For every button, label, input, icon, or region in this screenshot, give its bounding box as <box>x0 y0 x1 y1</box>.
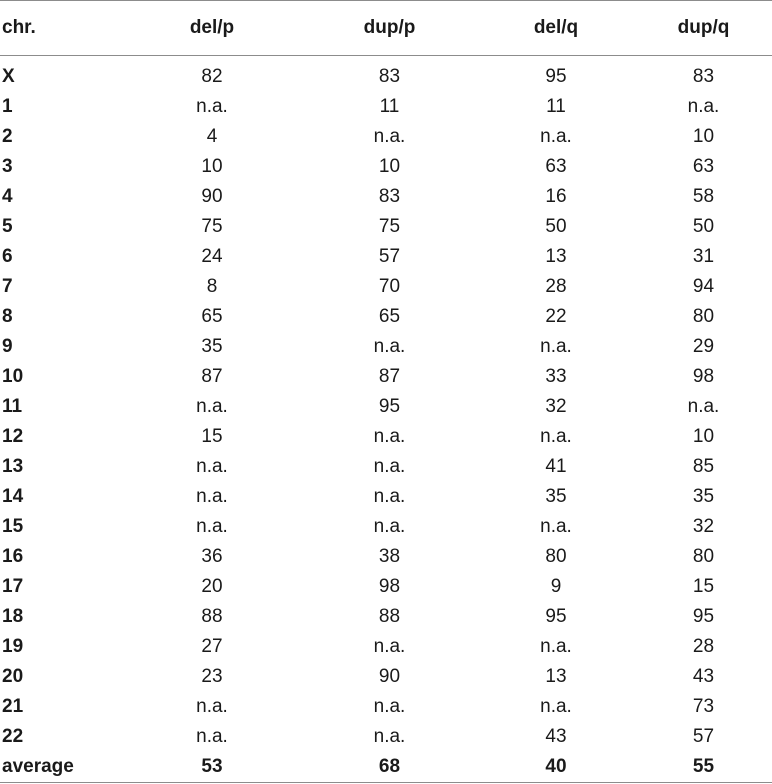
row-chr: 14 <box>2 486 24 507</box>
row-del-q: 13 <box>545 246 567 267</box>
header-dup-p: dup/p <box>363 17 416 38</box>
row-dup-p: 88 <box>378 606 401 627</box>
row-chr: 13 <box>2 456 24 477</box>
row-del-p: 10 <box>201 156 223 177</box>
row-del-p: 82 <box>201 66 223 87</box>
table-row <box>0 362 772 392</box>
row-dup-q: 95 <box>692 606 715 627</box>
row-del-q: n.a. <box>540 126 572 147</box>
row-dup-p: 83 <box>378 66 401 87</box>
row-del-p: 88 <box>201 606 223 627</box>
row-chr: 7 <box>2 276 13 297</box>
row-dup-p: 38 <box>378 546 401 567</box>
table-row <box>0 152 772 182</box>
row-del-q: n.a. <box>540 696 572 717</box>
row-dup-q: n.a. <box>687 96 720 117</box>
average-del-p: 53 <box>201 756 223 777</box>
row-del-q: 35 <box>545 486 567 507</box>
table-row <box>0 422 772 452</box>
table-row <box>0 452 772 482</box>
row-dup-q: 15 <box>692 576 715 597</box>
table-row <box>0 302 772 332</box>
table-row <box>0 92 772 122</box>
row-dup-p: 57 <box>378 246 401 267</box>
row-dup-q: 73 <box>692 696 715 717</box>
table-row <box>0 542 772 572</box>
row-del-p: 20 <box>201 576 223 597</box>
row-del-p: 90 <box>201 186 223 207</box>
row-del-q: 22 <box>545 306 567 327</box>
row-dup-q: 32 <box>692 516 715 537</box>
row-del-q: 50 <box>545 216 567 237</box>
row-dup-q: 43 <box>692 666 715 687</box>
row-del-q: 32 <box>545 396 567 417</box>
row-del-q: n.a. <box>540 426 572 447</box>
row-dup-q: 63 <box>692 156 715 177</box>
average-label: average <box>2 756 74 777</box>
row-del-q: 95 <box>545 66 567 87</box>
average-dup-q: 55 <box>692 756 715 777</box>
row-dup-q: 85 <box>692 456 715 477</box>
row-chr: 20 <box>2 666 24 687</box>
row-del-p: n.a. <box>196 516 228 537</box>
row-dup-q: 80 <box>692 306 715 327</box>
row-del-p: 4 <box>206 126 218 147</box>
row-dup-p: n.a. <box>373 636 406 657</box>
table-header <box>0 0 772 56</box>
table-row <box>0 482 772 512</box>
row-chr: 22 <box>2 726 24 747</box>
row-chr: 4 <box>2 186 13 207</box>
row-del-p: 87 <box>201 366 223 387</box>
row-dup-q: 10 <box>692 426 715 447</box>
row-del-p: n.a. <box>196 726 228 747</box>
header-chr: chr. <box>2 17 36 38</box>
row-del-q: 95 <box>545 606 567 627</box>
row-chr: 11 <box>2 396 23 417</box>
row-chr: 10 <box>2 366 24 387</box>
row-del-p: n.a. <box>196 396 228 417</box>
row-chr: 6 <box>2 246 13 267</box>
row-del-q: 80 <box>545 546 567 567</box>
row-dup-p: 87 <box>378 366 401 387</box>
table-row <box>0 182 772 212</box>
row-del-q: 13 <box>545 666 567 687</box>
row-dup-q: 94 <box>692 276 715 297</box>
table-row <box>0 722 772 752</box>
row-del-q: 9 <box>550 576 562 597</box>
average-dup-p: 68 <box>378 756 401 777</box>
row-del-q: n.a. <box>540 516 572 537</box>
row-dup-p: n.a. <box>373 726 406 747</box>
row-dup-p: 70 <box>378 276 401 297</box>
header-del-q: del/q <box>533 17 579 38</box>
table-row <box>0 512 772 542</box>
row-del-q: 16 <box>545 186 567 207</box>
row-dup-p: 11 <box>379 96 400 117</box>
row-del-p: n.a. <box>196 486 228 507</box>
row-del-p: 15 <box>201 426 223 447</box>
row-del-p: 23 <box>201 666 223 687</box>
row-del-p: n.a. <box>196 696 228 717</box>
row-chr: 19 <box>2 636 24 657</box>
row-del-q: 28 <box>545 276 567 297</box>
row-chr: 9 <box>2 336 13 357</box>
average-row <box>0 752 772 783</box>
table-row <box>0 392 772 422</box>
table-row <box>0 662 772 692</box>
header-dup-q: dup/q <box>677 17 730 38</box>
row-del-p: 65 <box>201 306 223 327</box>
row-chr: 15 <box>2 516 24 537</box>
row-dup-p: n.a. <box>373 126 406 147</box>
table-row <box>0 272 772 302</box>
table-row <box>0 632 772 662</box>
row-chr: 8 <box>2 306 13 327</box>
row-dup-q: 31 <box>692 246 715 267</box>
row-dup-q: 28 <box>692 636 715 657</box>
average-del-q: 40 <box>545 756 567 777</box>
table-row <box>0 332 772 362</box>
row-dup-p: n.a. <box>373 696 406 717</box>
row-dup-p: 83 <box>378 186 401 207</box>
row-chr: X <box>2 66 15 87</box>
row-dup-p: 95 <box>378 396 401 417</box>
row-chr: 1 <box>2 96 13 117</box>
row-del-p: 35 <box>201 336 223 357</box>
table-row <box>0 62 772 92</box>
row-dup-p: n.a. <box>373 516 406 537</box>
row-dup-p: n.a. <box>373 426 406 447</box>
table-row <box>0 122 772 152</box>
row-dup-p: n.a. <box>373 336 406 357</box>
row-del-q: 43 <box>545 726 567 747</box>
row-chr: 17 <box>2 576 24 597</box>
row-chr: 18 <box>2 606 24 627</box>
row-chr: 3 <box>2 156 13 177</box>
row-dup-p: 10 <box>378 156 401 177</box>
table-body <box>0 56 772 752</box>
row-dup-p: 75 <box>378 216 401 237</box>
row-dup-q: 83 <box>692 66 715 87</box>
row-del-q: 11 <box>546 96 566 117</box>
row-dup-q: n.a. <box>687 396 720 417</box>
table-row <box>0 602 772 632</box>
row-dup-p: 65 <box>378 306 401 327</box>
row-del-q: 63 <box>545 156 567 177</box>
row-del-p: 27 <box>201 636 223 657</box>
row-del-q: 33 <box>545 366 567 387</box>
table-row <box>0 212 772 242</box>
row-dup-p: 98 <box>378 576 401 597</box>
row-del-q: 41 <box>545 456 567 477</box>
row-del-p: n.a. <box>196 456 228 477</box>
row-dup-q: 35 <box>692 486 715 507</box>
row-chr: 5 <box>2 216 13 237</box>
row-dup-p: n.a. <box>373 486 406 507</box>
row-dup-p: 90 <box>378 666 401 687</box>
row-dup-q: 58 <box>692 186 715 207</box>
row-chr: 21 <box>2 696 24 717</box>
row-dup-q: 29 <box>692 336 715 357</box>
row-del-q: n.a. <box>540 336 572 357</box>
row-dup-q: 50 <box>692 216 715 237</box>
row-del-p: 24 <box>201 246 223 267</box>
row-dup-q: 10 <box>692 126 715 147</box>
table-row <box>0 692 772 722</box>
row-chr: 2 <box>2 126 13 147</box>
row-dup-q: 98 <box>692 366 715 387</box>
row-del-q: n.a. <box>540 636 572 657</box>
row-chr: 16 <box>2 546 24 567</box>
row-dup-q: 57 <box>692 726 715 747</box>
row-dup-q: 80 <box>692 546 715 567</box>
row-del-p: 8 <box>206 276 218 297</box>
row-del-p: n.a. <box>196 96 228 117</box>
header-del-p: del/p <box>189 17 235 38</box>
row-del-p: 36 <box>201 546 223 567</box>
row-chr: 12 <box>2 426 24 447</box>
table-row <box>0 242 772 272</box>
table-row <box>0 572 772 602</box>
row-dup-p: n.a. <box>373 456 406 477</box>
row-del-p: 75 <box>201 216 223 237</box>
